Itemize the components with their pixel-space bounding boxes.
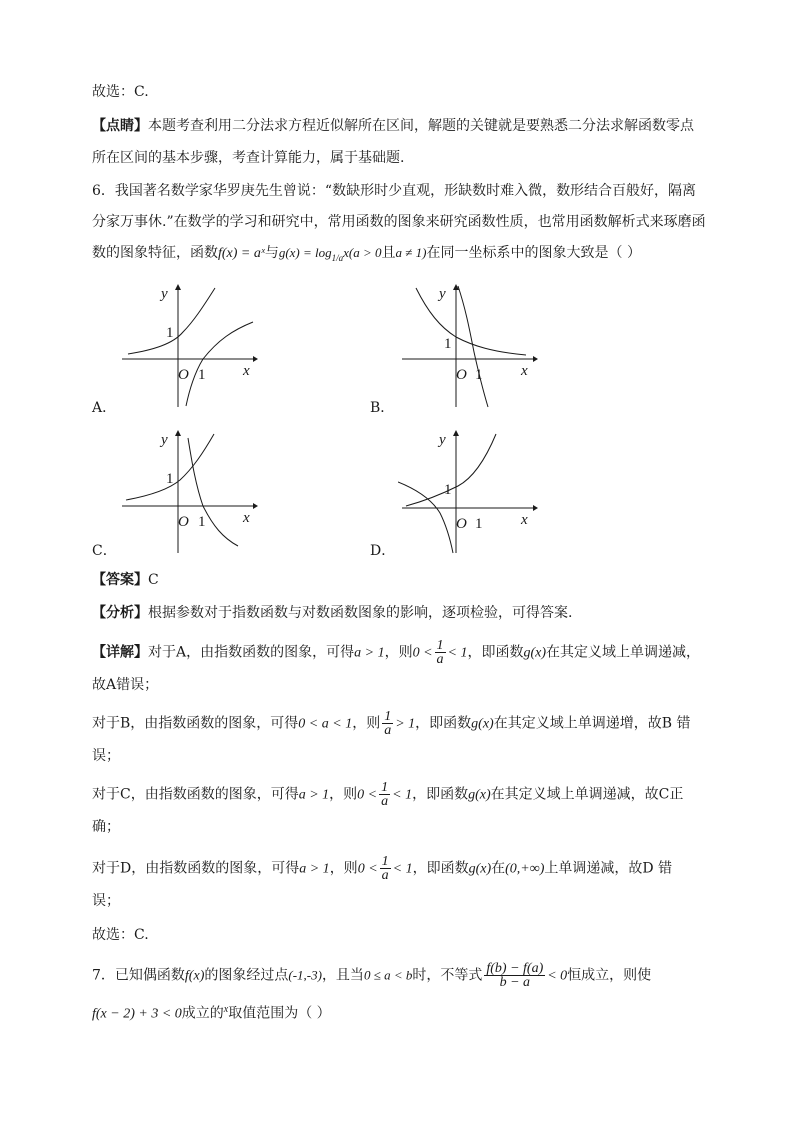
detail-c-line-1: 对于C，由指数函数的图象，可得a > 1，则0 < $\frac{1}{a}$ < 1，即函数g(x)在其定义域上单调递减，故C正: [92, 780, 684, 809]
conclusion-line: 故选：C.: [92, 927, 149, 943]
line-2: 【点睛】本题考查利用二分法求方程近似解所在区间，解题的关键就是要熟悉二分法求解函数零点: [92, 118, 694, 134]
option-b-label: B．: [370, 400, 395, 416]
exp-curve: [416, 288, 526, 355]
graph-option-b: [398, 282, 538, 412]
detail-a-line-2: 故A错误；: [92, 677, 159, 693]
detail-c-line-2: 确；: [92, 819, 120, 835]
y-one-label: 1: [444, 482, 452, 498]
detail-d-line-1: 对于D，由指数函数的图象，可得a > 1，则0 < $\frac{1}{a}$ < 1，即函数g(x)在(0,+∞)上单调递减，故D 错: [92, 854, 673, 883]
line-1: 故选：C.: [92, 84, 149, 100]
option-a-label: A．: [92, 400, 117, 416]
x-axis-label: x: [521, 363, 528, 379]
graph-option-c: [118, 428, 258, 558]
detail-b-line-2: 误；: [92, 748, 120, 764]
log-curve: [458, 286, 488, 407]
y-axis-label: y: [439, 432, 446, 448]
fraction-one-over-a: $\frac{1}{a}$: [436, 638, 444, 667]
y-axis-label: y: [439, 286, 446, 302]
y-axis-label: y: [161, 432, 168, 448]
x-one-label: 1: [475, 516, 483, 532]
exp-curve: [128, 288, 215, 354]
log-curve: [188, 438, 238, 546]
question-6-line-2: 分家万事休.”在数学的学习和研究中，常用函数的图象来研究函数性质，也常用函数解析式来琢磨函: [92, 214, 706, 230]
y-one-label: 1: [444, 336, 452, 352]
detail-b-line-1: 对于B，由指数函数的图象，可得0 < a < 1，则 $\frac{1}{a}$ > 1，即函数g(x)在其定义域上单调递增，故B 错: [92, 709, 691, 738]
detail-a-line-1: 【详解】对于A，由指数函数的图象，可得a > 1，则0 < $\frac{1}{a}$ < 1，即函数g(x)在其定义域上单调递减，: [92, 638, 701, 667]
x-axis-label: x: [521, 512, 528, 528]
answer-line: 【答案】C: [92, 572, 159, 588]
y-one-label: 1: [166, 471, 174, 487]
question-6-line-3: 数的图象特征，函数f(x) = aˣ与$g(x) = \log_{1/a}x(a > 0$且a ≠ 1)在同一坐标系中的图象大致是（ ）: [92, 245, 641, 263]
graph-option-d: [398, 428, 538, 558]
option-c-label: C．: [92, 543, 117, 559]
analysis-line: 【分析】根据参数对于指数函数与对数函数图象的影响，逐项检验，可得答案.: [92, 605, 573, 621]
y-axis-label: y: [161, 286, 168, 302]
origin-label: O: [178, 367, 189, 383]
question-7-line-1: 7．已知偶函数f(x)的图象经过点(-1,-3)，且当0 ≤ a < b时，不等式 $\frac{f(b) - f(a)}{b - a}$ < 0恒成立，则使: [92, 961, 652, 990]
question-6-line-1: 6．我国著名数学家华罗庚先生曾说：“数缺形时少直观，形缺数时难入微，数形结合百般好，隔离: [92, 183, 697, 199]
origin-label: O: [178, 514, 189, 530]
origin-label: O: [456, 516, 467, 532]
detail-d-line-2: 误；: [92, 893, 120, 909]
x-one-label: 1: [198, 514, 206, 530]
fraction-one-over-a: $\frac{1}{a}$: [381, 780, 389, 809]
origin-label: O: [456, 367, 467, 383]
x-one-label: 1: [475, 367, 483, 383]
y-one-label: 1: [166, 325, 174, 341]
fraction-one-over-a: $\frac{1}{a}$: [384, 709, 392, 738]
exp-curve: [126, 434, 214, 500]
fraction-difference-quotient: $\frac{f(b) - f(a)}{b - a}$: [486, 961, 544, 990]
line-3: 所在区间的基本步骤，考查计算能力，属于基础题.: [92, 150, 405, 166]
x-one-label: 1: [198, 367, 206, 383]
option-d-label: D．: [370, 543, 396, 559]
x-axis-label: x: [243, 510, 250, 526]
graph-option-a: [118, 282, 258, 412]
fraction-one-over-a: $\frac{1}{a}$: [381, 854, 389, 883]
x-axis-label: x: [243, 363, 250, 379]
question-7-line-2: f(x − 2) + 3 < 0成立的$^x$取值范围为（ ）: [92, 1004, 331, 1022]
